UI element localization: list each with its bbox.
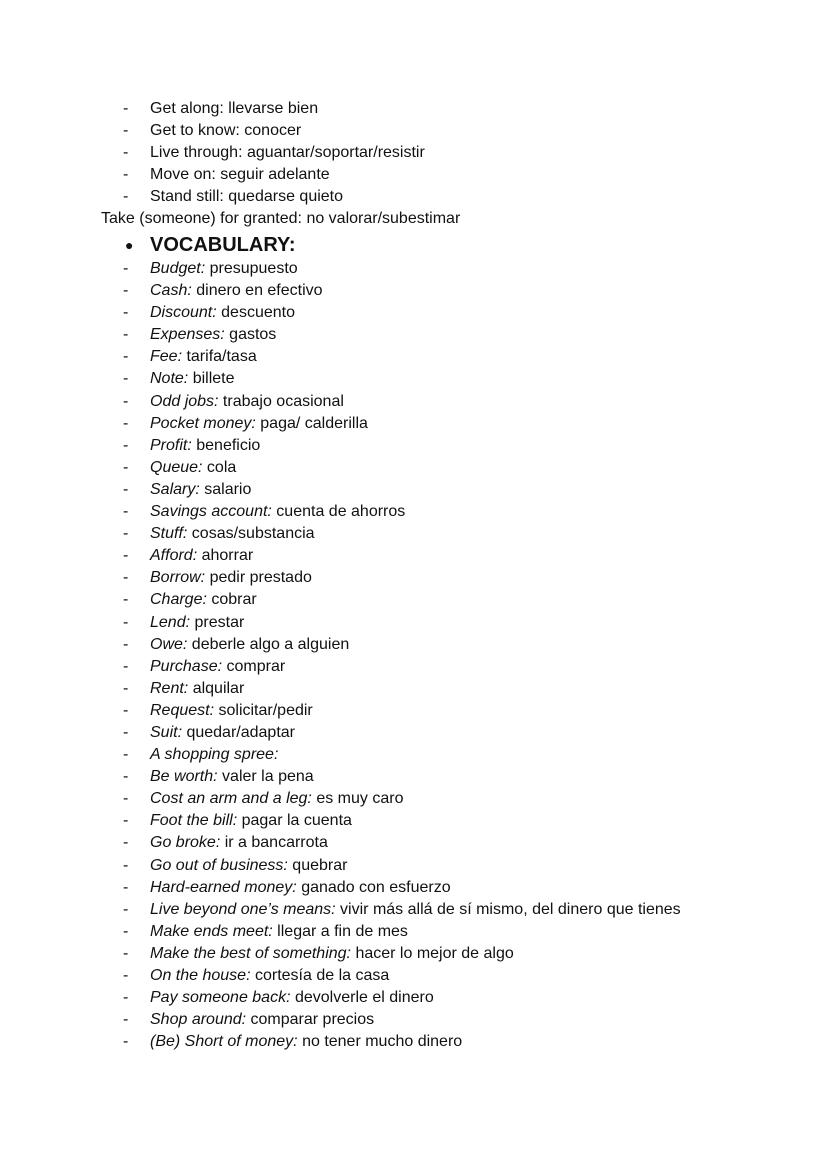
vocabulary-definition: ganado con esfuerzo xyxy=(296,878,451,896)
vocabulary-definition: cobrar xyxy=(206,591,257,609)
vocabulary-definition: vivir más allá de sí mismo, del dinero que tienes xyxy=(335,900,681,918)
list-item xyxy=(123,722,681,744)
vocabulary-definition: prestar xyxy=(190,613,245,631)
list-item xyxy=(123,435,681,457)
dash-marker: - xyxy=(123,635,129,653)
list-item xyxy=(123,391,681,413)
vocabulary-term: Cost an arm and a leg: xyxy=(150,790,312,808)
list-item xyxy=(123,1031,681,1053)
vocabulary-definition: trabajo ocasional xyxy=(218,392,344,410)
list-item xyxy=(123,457,681,479)
vocabulary-definition: solicitar/pedir xyxy=(214,701,313,719)
vocabulary-term: Make ends meet: xyxy=(150,922,273,940)
list-item xyxy=(123,567,681,589)
vocabulary-term: Go out of business: xyxy=(150,856,288,874)
list-item xyxy=(123,810,681,832)
vocabulary-term: Afford: xyxy=(150,547,198,565)
list-item xyxy=(123,302,681,324)
phrasal-verb-text: Stand still: quedarse quieto xyxy=(150,188,344,206)
list-item xyxy=(123,413,681,435)
list-item xyxy=(123,589,681,611)
list-item xyxy=(123,965,681,987)
list-item xyxy=(123,855,681,877)
vocabulary-term: Go broke: xyxy=(150,834,221,852)
list-item xyxy=(123,258,681,280)
vocabulary-term: Stuff: xyxy=(150,525,188,543)
dash-marker: - xyxy=(123,503,129,521)
dash-marker: - xyxy=(123,613,129,631)
vocabulary-term: Make the best of something: xyxy=(150,944,351,962)
dash-marker: - xyxy=(123,436,129,454)
dash-marker: - xyxy=(123,100,129,117)
vocabulary-term: Queue: xyxy=(150,458,203,476)
list-item xyxy=(123,678,681,700)
list-item xyxy=(123,98,425,120)
vocabulary-term: Charge: xyxy=(150,591,207,609)
dash-marker: - xyxy=(123,458,129,476)
vocabulary-term: Savings account: xyxy=(150,503,272,521)
list-item xyxy=(123,186,425,208)
vocabulary-definition: tarifa/tasa xyxy=(182,348,257,366)
dash-marker: - xyxy=(123,1011,129,1029)
dash-marker: - xyxy=(123,569,129,587)
list-item xyxy=(123,766,681,788)
vocabulary-definition: pagar la cuenta xyxy=(237,812,352,830)
vocabulary-term: Lend: xyxy=(150,613,191,631)
vocabulary-term: Expenses: xyxy=(150,326,225,344)
phrasal-verb-text: Live through: aguantar/soportar/resistir xyxy=(150,144,425,162)
dash-marker: - xyxy=(123,370,129,388)
list-item xyxy=(123,523,681,545)
vocabulary-term: (Be) Short of money: xyxy=(150,1033,298,1051)
list-item xyxy=(123,943,681,965)
list-item xyxy=(123,634,681,656)
list-item xyxy=(123,164,425,186)
vocabulary-definition: valer la pena xyxy=(217,768,314,786)
vocabulary-definition: dinero en efectivo xyxy=(191,282,323,300)
list-item xyxy=(123,1009,681,1031)
vocabulary-term: Rent: xyxy=(150,679,189,697)
dash-marker: - xyxy=(123,967,129,984)
dash-marker: - xyxy=(123,657,129,675)
list-item xyxy=(123,120,425,142)
dash-marker: - xyxy=(123,304,129,322)
phrasal-verb-text: Move on: seguir adelante xyxy=(150,166,330,184)
vocabulary-term: Owe: xyxy=(150,635,188,653)
vocabulary-definition: llegar a fin de mes xyxy=(272,922,408,940)
list-item xyxy=(123,921,681,943)
vocabulary-definition: quebrar xyxy=(287,856,348,874)
granted-line: Take (someone) for granted: no valorar/subestimar xyxy=(101,210,461,227)
list-item xyxy=(123,832,681,854)
list-item xyxy=(123,656,681,678)
dash-marker: - xyxy=(123,525,129,543)
dash-marker: - xyxy=(123,591,129,609)
dash-marker: - xyxy=(123,679,129,697)
dash-marker: - xyxy=(123,723,129,741)
dash-marker: - xyxy=(123,989,129,1007)
vocabulary-definition: billete xyxy=(188,370,235,388)
vocabulary-term: Live beyond one’s means: xyxy=(150,900,336,918)
dash-marker: - xyxy=(123,922,129,940)
vocabulary-list xyxy=(123,258,681,1053)
vocabulary-definition: beneficio xyxy=(191,436,261,454)
dash-marker: - xyxy=(123,812,129,830)
vocabulary-definition: pedir prestado xyxy=(205,569,312,587)
vocabulary-definition: ahorrar xyxy=(197,547,254,565)
vocabulary-definition: quedar/adaptar xyxy=(182,723,295,741)
vocabulary-term: Be worth: xyxy=(150,768,218,786)
vocabulary-definition: devolverle el dinero xyxy=(290,989,434,1007)
dash-marker: - xyxy=(123,392,129,410)
list-item xyxy=(123,987,681,1009)
vocabulary-definition: cortesía de la casa xyxy=(250,967,390,984)
vocabulary-term: Salary: xyxy=(150,480,200,498)
vocabulary-term: Note: xyxy=(150,370,189,388)
dash-marker: - xyxy=(123,1033,129,1051)
list-item xyxy=(123,899,681,921)
dash-marker: - xyxy=(123,701,129,719)
vocabulary-term: Pay someone back: xyxy=(150,989,291,1007)
dash-marker: - xyxy=(123,326,129,344)
vocabulary-definition: deberle algo a alguien xyxy=(187,635,350,653)
vocabulary-term: Cash: xyxy=(150,282,192,300)
vocabulary-term: Request: xyxy=(150,701,215,719)
dash-marker: - xyxy=(123,282,129,300)
vocabulary-heading xyxy=(125,232,296,258)
vocabulary-definition: salario xyxy=(199,480,252,498)
dash-marker: - xyxy=(123,348,129,366)
list-item xyxy=(123,280,681,302)
vocabulary-term: Shop around: xyxy=(150,1011,247,1029)
vocabulary-term: Fee: xyxy=(150,348,183,366)
vocabulary-term: Profit: xyxy=(150,436,192,454)
dash-marker: - xyxy=(123,900,129,918)
list-item xyxy=(123,142,425,164)
dash-marker: - xyxy=(123,878,129,896)
phrasal-verb-text: Get along: llevarse bien xyxy=(150,100,319,117)
list-item xyxy=(123,744,681,766)
vocabulary-definition: cola xyxy=(202,458,237,476)
vocabulary-term: Purchase: xyxy=(150,657,223,675)
dash-marker: - xyxy=(123,414,129,432)
list-item xyxy=(123,877,681,899)
dash-marker: - xyxy=(123,790,129,808)
list-item xyxy=(123,501,681,523)
vocabulary-definition: gastos xyxy=(224,326,277,344)
vocabulary-definition: ir a bancarrota xyxy=(220,834,328,852)
list-item xyxy=(123,324,681,346)
vocabulary-term: Hard-earned money: xyxy=(150,878,297,896)
vocabulary-definition: comparar precios xyxy=(246,1011,375,1029)
vocabulary-term: Foot the bill: xyxy=(150,812,238,830)
dash-marker: - xyxy=(123,944,129,962)
dash-marker: - xyxy=(123,768,129,786)
vocabulary-term: A shopping spree: xyxy=(150,746,279,764)
vocabulary-term: Borrow: xyxy=(150,569,206,587)
dash-marker: - xyxy=(123,547,129,565)
vocabulary-definition: no tener mucho dinero xyxy=(297,1033,463,1051)
vocabulary-definition: alquilar xyxy=(188,679,245,697)
vocabulary-definition: es muy caro xyxy=(311,790,404,808)
list-item xyxy=(123,612,681,634)
vocabulary-term: Pocket money: xyxy=(150,414,256,432)
phrasal-verb-text: Get to know: conocer xyxy=(150,122,302,140)
list-item xyxy=(123,479,681,501)
dash-marker: - xyxy=(123,480,129,498)
bullet-icon: ● xyxy=(125,237,134,253)
dash-marker: - xyxy=(123,260,129,277)
dash-marker: - xyxy=(123,122,129,140)
vocabulary-term: Budget: xyxy=(150,260,206,277)
vocabulary-term: Discount: xyxy=(150,304,217,322)
vocabulary-definition: descuento xyxy=(216,304,295,322)
vocabulary-definition: comprar xyxy=(222,657,286,675)
vocabulary-definition: hacer lo mejor de algo xyxy=(351,944,514,962)
list-item xyxy=(123,368,681,390)
vocabulary-definition: presupuesto xyxy=(205,260,298,277)
vocabulary-definition: paga/ calderilla xyxy=(255,414,368,432)
dash-marker: - xyxy=(123,144,129,162)
list-item xyxy=(123,346,681,368)
dash-marker: - xyxy=(123,166,129,184)
dash-marker: - xyxy=(123,188,129,206)
list-item xyxy=(123,700,681,722)
vocabulary-definition: cosas/substancia xyxy=(187,525,315,543)
dash-marker: - xyxy=(123,746,129,764)
dash-marker: - xyxy=(123,856,129,874)
list-item xyxy=(123,788,681,810)
list-item xyxy=(123,545,681,567)
dash-marker: - xyxy=(123,834,129,852)
vocabulary-heading-text: VOCABULARY: xyxy=(150,234,296,256)
phrasal-verbs-list xyxy=(123,98,425,208)
vocabulary-term: Odd jobs: xyxy=(150,392,219,410)
vocabulary-definition: cuenta de ahorros xyxy=(271,503,406,521)
vocabulary-term: On the house: xyxy=(150,967,251,984)
vocabulary-term: Suit: xyxy=(150,723,183,741)
